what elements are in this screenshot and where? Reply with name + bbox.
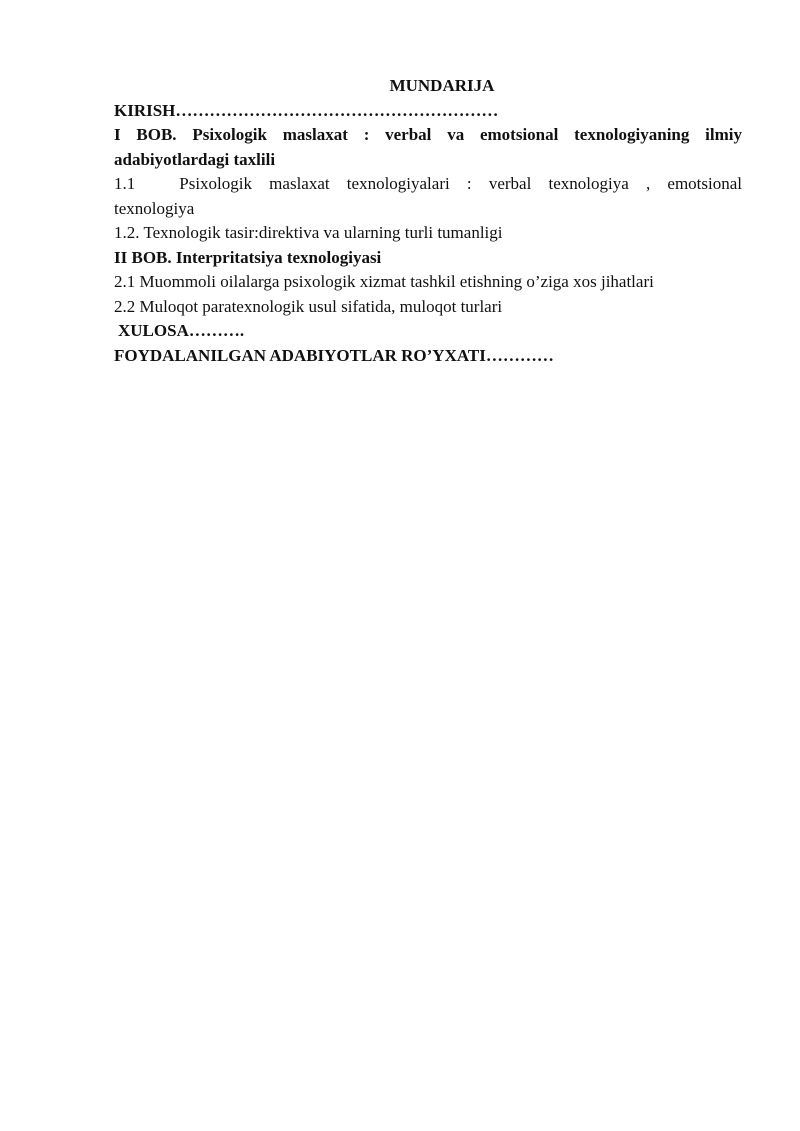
item-1-1-text: Psixologik maslaxat texnologiyalari : verbal texnologiya , emotsional (179, 174, 742, 193)
toc-entry-chapter-2: II BOB. Interpritatsiya texnologiyasi (114, 247, 382, 267)
item-1-1-number: 1.1 (114, 174, 136, 193)
toc-entry-1-2: 1.2. Texnologik tasir:direktiva va ularning turli tumanligi (114, 223, 503, 242)
toc-entry-2-2: 2.2 Muloqot paratexnologik usul sifatida, muloqot turlari (114, 296, 503, 316)
chapter-1-title-line-2: adabiyotlardagi taxlili (114, 149, 276, 169)
toc-entry-xulosa: XULOSA………. (118, 321, 245, 340)
chapter-1-title-line-1: I BOB. Psixologik maslaxat : verbal va emotsional texnologiyaning ilmiy (114, 125, 742, 144)
item-1-1-line-1 (114, 172, 742, 197)
toc-entry-kirish: KIRISH………………………………………………… (114, 100, 499, 120)
table-of-contents (114, 74, 742, 368)
toc-entry-1-1 (114, 172, 742, 221)
toc-entry-2-1: 2.1 Muommoli oilalarga psixologik xizmat tashkil etishning o’ziga xos jihatlari (114, 272, 654, 291)
toc-entry-references: FOYDALANILGAN ADABIYOTLAR RO’YXATI………… (114, 345, 554, 365)
toc-entry-chapter-1 (114, 123, 742, 172)
toc-heading: MUNDARIJA (389, 76, 495, 95)
item-1-1-line-2: texnologiya (114, 198, 195, 218)
